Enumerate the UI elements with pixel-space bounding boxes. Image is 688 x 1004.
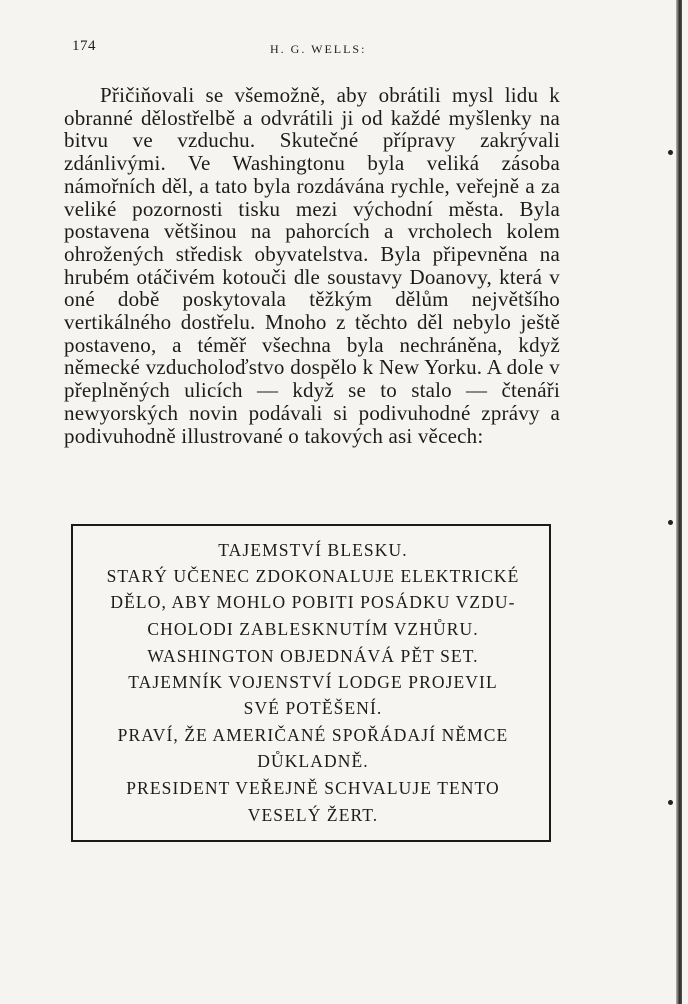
headline-line: DĚLO, ABY MOHLO POBITI POSÁDKU VZDU- — [110, 592, 516, 612]
body-paragraph: Přičiňovali se všemožně, aby obrátili mysl lidu k obranné dělostřelbě a odvrátili ji od každé myšlenky na bitvu ve vzduchu. Skutečné přípravy zakrývali zdánlivými. Ve Washingtonu byla veliká zásoba námořních děl, a tato byla rozdávána rychle, veřejně a za veliké pozornosti tisku mezi východní města. Byla postavena většinou na pahorcích a vrcholech kolem ohrožených středisk obyvatelstva. Byla připevněna na hrubém otáčivém kotouči dle soustavy Doanovy, která v oné době poskytovala těžkým dělům největšího vertikálného dostřelu. Mnoho z těchto děl nebylo ještě postaveno, a téměř všechna byla nechráněna, když německé vzducholoďstvo dospělo k New Yorku. A dole v přeplněných ulicích — když se to stalo — čtenáři newyorských novin podávali si podivuhodné zprávy a podivuhodně illustrované o takových asi věcech: — [64, 83, 560, 448]
binding-mark — [668, 150, 673, 155]
page-number: 174 — [72, 38, 96, 54]
binding-marks — [668, 0, 674, 1004]
headline-line: PRESIDENT VEŘEJNĚ SCHVALUJE TENTO — [126, 778, 500, 798]
binding-mark — [668, 520, 673, 525]
newspaper-headline-box — [71, 524, 551, 842]
headline-line: TAJEMSTVÍ BLESKU. — [218, 540, 408, 560]
running-head: H. G. WELLS: — [270, 42, 367, 56]
headline-line: VESELÝ ŽERT. — [247, 805, 379, 825]
headline-line: SVÉ POTĚŠENÍ. — [243, 698, 383, 718]
headline-line: TAJEMNÍK VOJENSTVÍ LODGE PROJEVIL — [128, 672, 498, 692]
headline-line: STARÝ UČENEC ZDOKONALUJE ELEKTRICKÉ — [106, 566, 520, 586]
page-binding-edge — [676, 0, 682, 1004]
headline-line: CHOLODI ZABLESKNUTÍM VZHŮRU. — [147, 619, 479, 639]
headline-line: WASHINGTON OBJEDNÁVÁ PĚT SET. — [147, 646, 479, 666]
headline-line: DŮKLADNĚ. — [257, 751, 369, 771]
binding-mark — [668, 800, 673, 805]
headline-line: PRAVÍ, ŽE AMERIČANÉ SPOŘÁDAJÍ NĚMCE — [117, 725, 509, 745]
